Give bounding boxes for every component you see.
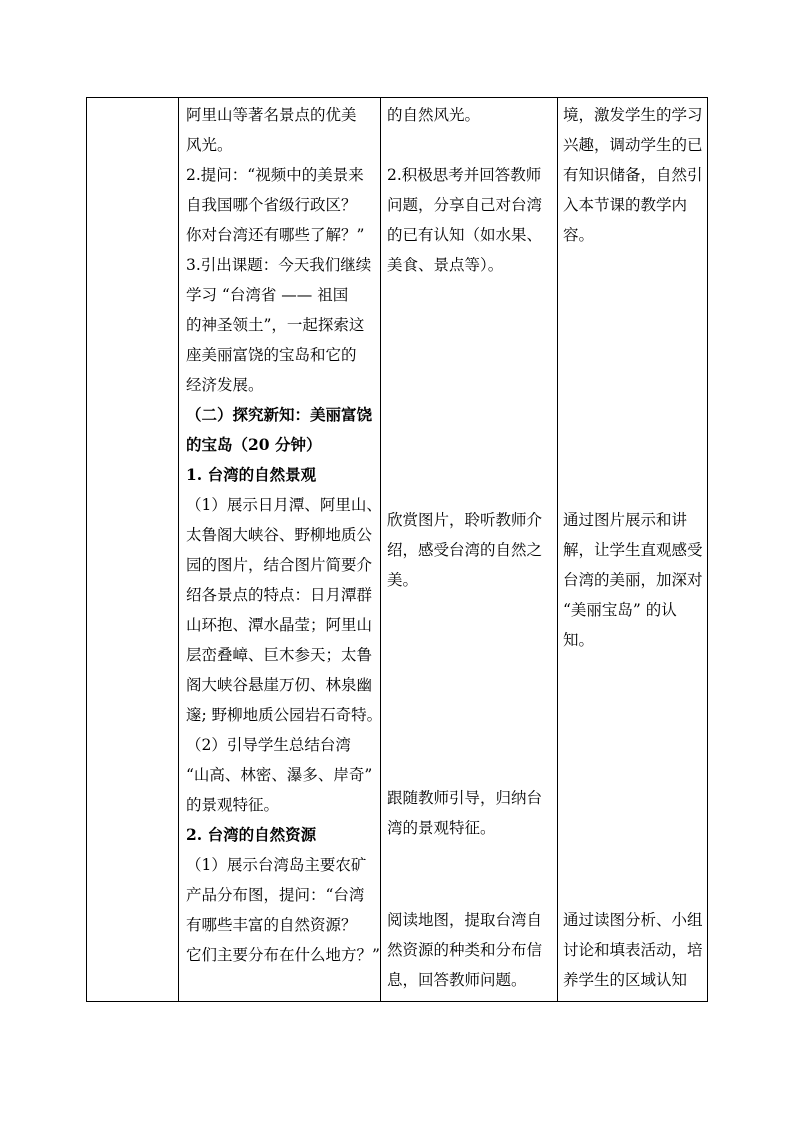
text-line: 有知识储备，自然引 xyxy=(563,166,703,184)
text-line: 台湾的美丽，加深对 xyxy=(563,571,703,589)
text-line: 绍，感受台湾的自然之 xyxy=(387,541,543,559)
text-line: 1. 台湾的自然景观 xyxy=(186,465,317,484)
text-line: 产品分布图，提问：“台湾 xyxy=(186,886,365,904)
text-line: 境，激发学生的学习 xyxy=(563,106,703,124)
text-line: 跟随教师引导，归纳台 xyxy=(387,789,543,807)
text-line: （1）展示日月潭、阿里山、 xyxy=(186,496,382,514)
text-line: 容。 xyxy=(563,226,595,244)
text-line: 风光。 xyxy=(186,136,233,154)
text-line: 自我国哪个省级行政区？ xyxy=(186,196,357,214)
text-line: （二）探究新知：美丽富饶 xyxy=(186,405,373,424)
design-intent-block xyxy=(563,100,707,250)
text-line: 知。 xyxy=(563,631,595,649)
text-line: 的已有认知（如水果、 xyxy=(387,226,543,244)
text-line: 阁大峡谷悬崖万仞、林泉幽 xyxy=(186,676,373,694)
text-line: （2）引导学生总结台湾 xyxy=(186,736,351,754)
text-line: 2. 台湾的自然资源 xyxy=(186,825,317,844)
text-line: 然资源的种类和分布信 xyxy=(387,941,543,959)
text-line: 兴趣，调动学生的已 xyxy=(563,136,703,154)
student-activity-block xyxy=(387,505,542,595)
text-line: 园的图片，结合图片简要介 xyxy=(186,556,373,574)
text-line: 的景观特征。 xyxy=(186,796,280,814)
teacher-activity-column xyxy=(186,100,382,970)
lesson-plan-table xyxy=(86,97,708,1002)
text-line: 经济发展。 xyxy=(186,376,264,394)
text-line: 问题，分享自己对台湾 xyxy=(387,196,543,214)
text-line: 的神圣领土”，一起探索这 xyxy=(186,316,365,334)
column-divider xyxy=(178,98,179,1001)
text-line: 座美丽富饶的宝岛和它的 xyxy=(186,346,357,364)
text-line: 3.引出课题：今天我们继续 xyxy=(186,256,372,274)
text-line: 讨论和填表活动，培 xyxy=(563,941,703,959)
text-line: 通过读图分析、小组 xyxy=(563,911,703,929)
text-line: 学习 “台湾省 —— 祖国 xyxy=(186,286,349,304)
text-line: 山环抱、潭水晶莹；阿里山 xyxy=(186,616,373,634)
student-activity-block xyxy=(387,905,542,995)
text-line: 美。 xyxy=(387,571,419,589)
text-line: “美丽宝岛” 的认 xyxy=(563,601,677,619)
design-intent-block xyxy=(563,905,703,995)
text-line: 它们主要分布在什么地方？” xyxy=(186,946,380,964)
text-line: 层峦叠嶂、巨木参天；太鲁 xyxy=(186,646,373,664)
student-activity-block xyxy=(387,100,553,130)
student-activity-block xyxy=(387,160,542,280)
text-line: 2.提问：“视频中的美景来 xyxy=(186,166,364,184)
text-line: 入本节课的教学内 xyxy=(563,196,688,214)
text-line: 欣赏图片，聆听教师介 xyxy=(387,511,543,529)
text-line: 阿里山等著名景点的优美 xyxy=(186,106,357,124)
text-line: （1）展示台湾岛主要农矿 xyxy=(186,856,367,874)
text-line: 邃; 野柳地质公园岩石奇特。 xyxy=(186,706,382,724)
text-line: 的宝岛（20 分钟） xyxy=(186,435,322,454)
text-line: 阅读地图，提取台湾自 xyxy=(387,911,543,929)
text-line: 2.积极思考并回答教师 xyxy=(387,166,542,184)
student-activity-column xyxy=(387,100,553,989)
text-line: 有哪些丰富的自然资源？ xyxy=(186,916,357,934)
design-intent-block xyxy=(563,505,703,655)
text-line: 养学生的区域认知 xyxy=(563,971,688,989)
text-line: 息，回答教师问题。 xyxy=(387,971,527,989)
text-line: 太鲁阁大峡谷、野柳地质公 xyxy=(186,526,373,544)
text-line: 美食、景点等）。 xyxy=(387,256,504,274)
column-divider xyxy=(557,98,558,1001)
text-line: 绍各景点的特点：日月潭群 xyxy=(186,586,373,604)
student-activity-block xyxy=(387,783,542,843)
design-intent-column xyxy=(563,100,707,989)
text-line: 通过图片展示和讲 xyxy=(563,511,688,529)
text-line: 的自然风光。 xyxy=(387,106,481,124)
text-line: 解，让学生直观感受 xyxy=(563,541,703,559)
text-line: 你对台湾还有哪些了解？” xyxy=(186,226,365,244)
text-line: “山高、林密、瀑多、岸奇” xyxy=(186,766,373,784)
text-line: 湾的景观特征。 xyxy=(387,819,496,837)
